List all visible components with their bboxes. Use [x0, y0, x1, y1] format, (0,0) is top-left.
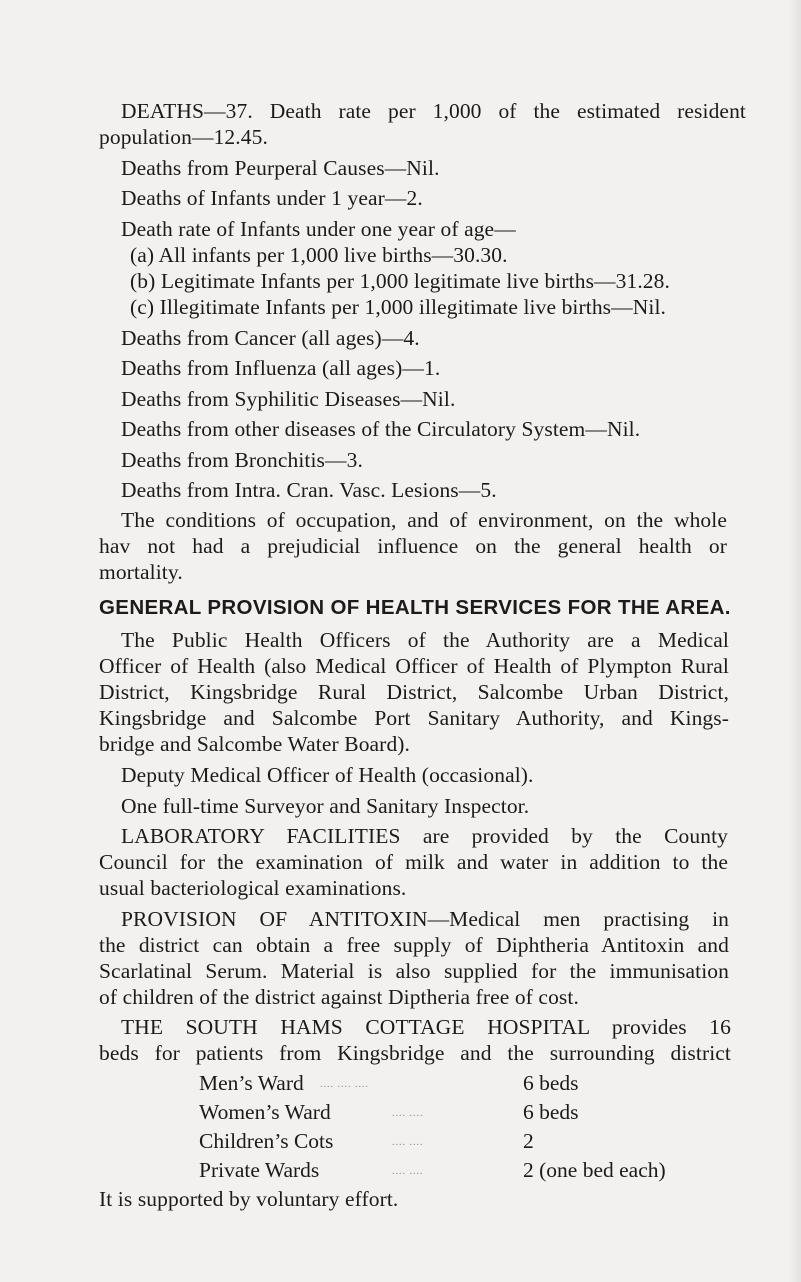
officers-line-2: Officer of Health (also Medical Officer of Health of Plympton Rural: [99, 654, 729, 678]
conditions-line-1: The conditions of occupation, and of environment, on the whole: [121, 508, 727, 532]
deaths-infants: Deaths of Infants under 1 year—2.: [121, 186, 423, 210]
antitoxin-line-2: the district can obtain a free supply of Diphtheria Antitoxin and: [99, 933, 729, 957]
deaths-circulatory: Deaths from other diseases of the Circulatory System—Nil.: [121, 417, 641, 441]
ward-value: 6 beds: [523, 1100, 579, 1124]
infant-rate-b: (b) Legitimate Infants per 1,000 legitimate live births—31.28.: [130, 269, 670, 293]
deputy-medical-officer: Deputy Medical Officer of Health (occasional).: [121, 763, 534, 787]
deaths-puerperal: Deaths from Peurperal Causes—Nil.: [121, 156, 440, 180]
antitoxin-line-1: PROVISION OF ANTITOXIN—Medical men practising in: [121, 907, 729, 931]
section-heading: GENERAL PROVISION OF HEALTH SERVICES FOR THE AREA.: [99, 596, 731, 619]
conditions-line-3: mortality.: [99, 560, 183, 584]
page-edge-shadow: [789, 0, 801, 1282]
laboratory-line-1: LABORATORY FACILITIES are provided by the County: [121, 824, 728, 848]
ward-name: Private Wards: [199, 1158, 320, 1182]
ward-value: 6 beds: [523, 1071, 579, 1095]
deaths-summary-line-2: population—12.45.: [99, 125, 268, 149]
ward-leader-dots: .... ....: [392, 1137, 424, 1148]
officers-line-4: Kingsbridge and Salcombe Port Sanitary Authority, and Kings-: [99, 706, 729, 730]
ward-name: Women’s Ward: [199, 1100, 331, 1124]
support-statement: It is supported by voluntary effort.: [99, 1187, 399, 1211]
laboratory-line-2: Council for the examination of milk and water in addition to the: [99, 850, 728, 874]
ward-leader-dots: .... ....: [392, 1108, 424, 1119]
ward-name: Children’s Cots: [199, 1129, 334, 1153]
surveyor-inspector: One full-time Surveyor and Sanitary Inspector.: [121, 794, 530, 818]
deaths-summary-line-1: DEATHS—37. Death rate per 1,000 of the estimated resident: [121, 99, 746, 123]
ward-value: 2 (one bed each): [523, 1158, 666, 1182]
ward-leader-dots: .... .... ....: [320, 1079, 369, 1090]
antitoxin-line-4: of children of the district against Diptheria free of cost.: [99, 985, 579, 1009]
hospital-line-2: beds for patients from Kingsbridge and the surrounding district: [99, 1041, 731, 1065]
deaths-bronchitis: Deaths from Bronchitis—3.: [121, 448, 363, 472]
officers-line-5: bridge and Salcombe Water Board).: [99, 732, 411, 756]
officers-line-3: District, Kingsbridge Rural District, Salcombe Urban District,: [99, 680, 729, 704]
infant-death-rate-heading: Death rate of Infants under one year of age—: [121, 217, 516, 241]
infant-rate-c: (c) Illegitimate Infants per 1,000 illegitimate live births—Nil.: [130, 295, 666, 319]
infant-rate-a: (a) All infants per 1,000 live births—30.30.: [130, 243, 508, 267]
ward-value: 2: [523, 1129, 534, 1153]
officers-line-1: The Public Health Officers of the Authority are a Medical: [121, 628, 729, 652]
ward-name: Men’s Ward: [199, 1071, 304, 1095]
antitoxin-line-3: Scarlatinal Serum. Material is also supplied for the immunisation: [99, 959, 729, 983]
deaths-syphilitic: Deaths from Syphilitic Diseases—Nil.: [121, 387, 456, 411]
conditions-line-2: hav not had a prejudicial influence on the general health or: [99, 534, 727, 558]
hospital-line-1: THE SOUTH HAMS COTTAGE HOSPITAL provides 16: [121, 1015, 731, 1039]
deaths-intracranial: Deaths from Intra. Cran. Vasc. Lesions—5.: [121, 478, 497, 502]
deaths-cancer: Deaths from Cancer (all ages)—4.: [121, 326, 420, 350]
deaths-influenza: Deaths from Influenza (all ages)—1.: [121, 356, 441, 380]
ward-leader-dots: .... ....: [392, 1166, 424, 1177]
laboratory-line-3: usual bacteriological examinations.: [99, 876, 407, 900]
